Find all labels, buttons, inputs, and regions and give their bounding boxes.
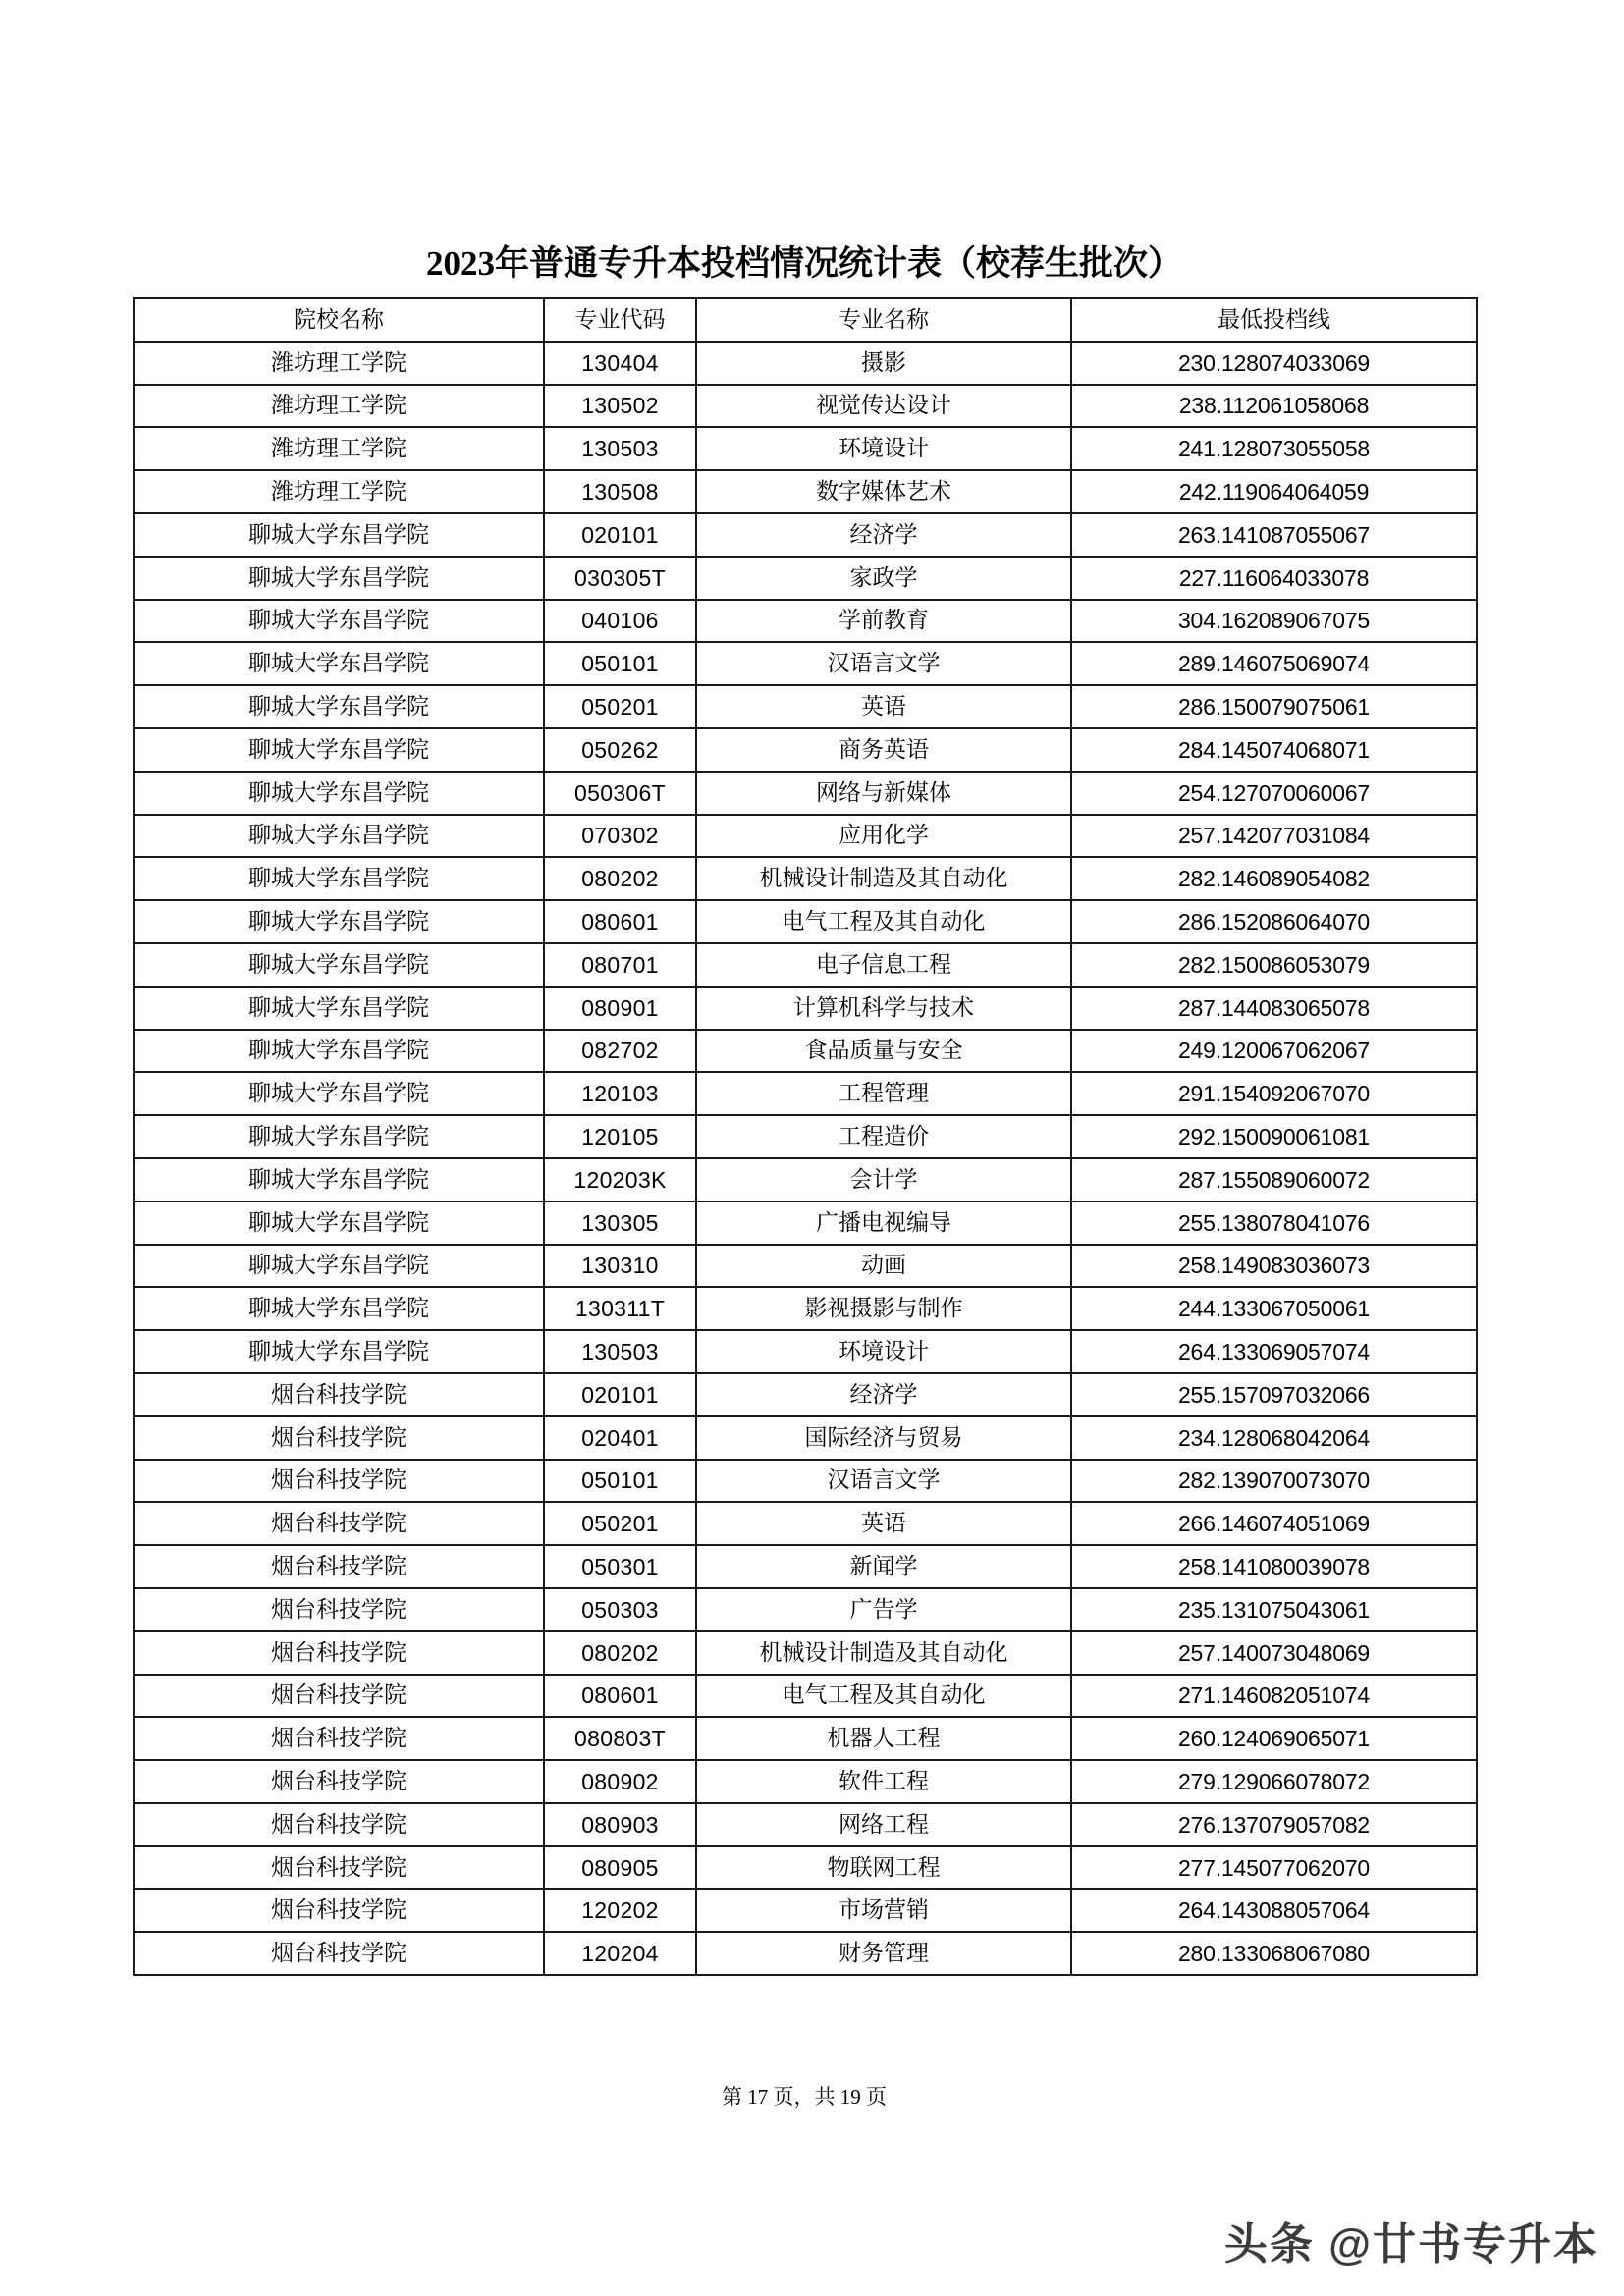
cell-major-code: 050306T: [544, 772, 696, 815]
table-row: [134, 600, 1477, 643]
table-row: [134, 1545, 1477, 1588]
cell-school: 聊城大学东昌学院: [134, 943, 544, 987]
cell-major-code: 130508: [544, 470, 696, 513]
cell-min-score: 279.129066078072: [1071, 1760, 1477, 1803]
cell-school: 潍坊理工学院: [134, 470, 544, 513]
cell-major-name: 商务英语: [696, 728, 1071, 772]
cell-min-score: 238.112061058068: [1071, 385, 1477, 428]
cell-major-code: 050101: [544, 1460, 696, 1503]
cell-major-code: 080202: [544, 857, 696, 900]
cell-school: 烟台科技学院: [134, 1588, 544, 1631]
cell-min-score: 257.142077031084: [1071, 815, 1477, 858]
cell-major-name: 摄影: [696, 342, 1071, 385]
cell-min-score: 292.150090061081: [1071, 1115, 1477, 1158]
cell-major-name: 网络工程: [696, 1803, 1071, 1846]
cell-major-code: 050303: [544, 1588, 696, 1631]
cell-major-code: 080902: [544, 1760, 696, 1803]
cell-major-name: 工程管理: [696, 1072, 1071, 1115]
cell-major-code: 130404: [544, 342, 696, 385]
table-row: [134, 1330, 1477, 1373]
cell-major-name: 工程造价: [696, 1115, 1071, 1158]
cell-min-score: 289.146075069074: [1071, 642, 1477, 685]
cell-major-name: 环境设计: [696, 1330, 1071, 1373]
table-row: [134, 900, 1477, 943]
table-row: [134, 385, 1477, 428]
table-row: [134, 1201, 1477, 1245]
column-header-school: 院校名称: [134, 298, 544, 342]
table-row: [134, 772, 1477, 815]
cell-school: 聊城大学东昌学院: [134, 1158, 544, 1201]
cell-major-name: 汉语言文学: [696, 1460, 1071, 1503]
cell-min-score: 235.131075043061: [1071, 1588, 1477, 1631]
table-row: [134, 943, 1477, 987]
cell-school: 烟台科技学院: [134, 1416, 544, 1460]
cell-major-name: 影视摄影与制作: [696, 1287, 1071, 1330]
cell-major-name: 应用化学: [696, 815, 1071, 858]
cell-min-score: 249.120067062067: [1071, 1030, 1477, 1073]
cell-major-code: 080903: [544, 1803, 696, 1846]
cell-major-code: 080905: [544, 1846, 696, 1890]
column-header-major-code: 专业代码: [544, 298, 696, 342]
cell-major-code: 080601: [544, 900, 696, 943]
cell-min-score: 255.138078041076: [1071, 1201, 1477, 1245]
cell-min-score: 286.150079075061: [1071, 685, 1477, 728]
cell-min-score: 264.143088057064: [1071, 1889, 1477, 1932]
cell-major-name: 环境设计: [696, 427, 1071, 470]
cell-major-code: 080901: [544, 987, 696, 1030]
cell-school: 聊城大学东昌学院: [134, 513, 544, 557]
cell-school: 聊城大学东昌学院: [134, 987, 544, 1030]
cell-major-name: 电子信息工程: [696, 943, 1071, 987]
cell-min-score: 291.154092067070: [1071, 1072, 1477, 1115]
cell-major-code: 120202: [544, 1889, 696, 1932]
cell-school: 烟台科技学院: [134, 1760, 544, 1803]
cell-school: 聊城大学东昌学院: [134, 1201, 544, 1245]
cell-school: 烟台科技学院: [134, 1502, 544, 1545]
cell-major-code: 050262: [544, 728, 696, 772]
cell-min-score: 255.157097032066: [1071, 1373, 1477, 1416]
cell-min-score: 284.145074068071: [1071, 728, 1477, 772]
column-header-major-name: 专业名称: [696, 298, 1071, 342]
cell-major-name: 汉语言文学: [696, 642, 1071, 685]
cell-major-name: 动画: [696, 1245, 1071, 1288]
table-row: [134, 1373, 1477, 1416]
cell-major-code: 130305: [544, 1201, 696, 1245]
table-row: [134, 1158, 1477, 1201]
cell-major-name: 经济学: [696, 513, 1071, 557]
cell-school: 聊城大学东昌学院: [134, 1245, 544, 1288]
cell-major-name: 广播电视编导: [696, 1201, 1071, 1245]
cell-major-name: 食品质量与安全: [696, 1030, 1071, 1073]
cell-major-code: 040106: [544, 600, 696, 643]
cell-major-code: 130502: [544, 385, 696, 428]
cell-major-code: 130310: [544, 1245, 696, 1288]
table-row: [134, 685, 1477, 728]
cell-major-code: 050301: [544, 1545, 696, 1588]
cell-major-code: 080701: [544, 943, 696, 987]
cell-school: 烟台科技学院: [134, 1803, 544, 1846]
cell-min-score: 276.137079057082: [1071, 1803, 1477, 1846]
table-header-row: [134, 298, 1477, 342]
cell-major-name: 数字媒体艺术: [696, 470, 1071, 513]
cell-major-code: 120204: [544, 1932, 696, 1975]
table-body: [134, 342, 1477, 1975]
cell-major-code: 130503: [544, 427, 696, 470]
table-row: [134, 1460, 1477, 1503]
cell-school: 聊城大学东昌学院: [134, 900, 544, 943]
cell-school: 烟台科技学院: [134, 1460, 544, 1503]
cell-major-code: 120103: [544, 1072, 696, 1115]
table-row: [134, 513, 1477, 557]
cell-school: 聊城大学东昌学院: [134, 772, 544, 815]
cell-school: 聊城大学东昌学院: [134, 600, 544, 643]
cell-school: 聊城大学东昌学院: [134, 685, 544, 728]
cell-min-score: 287.144083065078: [1071, 987, 1477, 1030]
table-row: [134, 728, 1477, 772]
cell-school: 烟台科技学院: [134, 1675, 544, 1718]
cell-school: 潍坊理工学院: [134, 342, 544, 385]
cell-major-name: 财务管理: [696, 1932, 1071, 1975]
cell-min-score: 271.146082051074: [1071, 1675, 1477, 1718]
table-row: [134, 1502, 1477, 1545]
table-row: [134, 1631, 1477, 1675]
table-row: [134, 815, 1477, 858]
table-row: [134, 1245, 1477, 1288]
table-row: [134, 1416, 1477, 1460]
admission-score-table: [133, 297, 1478, 1976]
cell-min-score: 287.155089060072: [1071, 1158, 1477, 1201]
cell-min-score: 286.152086064070: [1071, 900, 1477, 943]
cell-min-score: 263.141087055067: [1071, 513, 1477, 557]
cell-major-name: 网络与新媒体: [696, 772, 1071, 815]
cell-major-code: 020101: [544, 513, 696, 557]
cell-min-score: 264.133069057074: [1071, 1330, 1477, 1373]
cell-major-name: 广告学: [696, 1588, 1071, 1631]
cell-min-score: 282.146089054082: [1071, 857, 1477, 900]
cell-major-code: 120105: [544, 1115, 696, 1158]
cell-min-score: 258.141080039078: [1071, 1545, 1477, 1588]
cell-school: 聊城大学东昌学院: [134, 1287, 544, 1330]
cell-min-score: 277.145077062070: [1071, 1846, 1477, 1890]
cell-major-name: 机械设计制造及其自动化: [696, 857, 1071, 900]
cell-major-name: 电气工程及其自动化: [696, 1675, 1071, 1718]
cell-major-name: 视觉传达设计: [696, 385, 1071, 428]
cell-school: 烟台科技学院: [134, 1373, 544, 1416]
cell-min-score: 257.140073048069: [1071, 1631, 1477, 1675]
cell-school: 聊城大学东昌学院: [134, 1330, 544, 1373]
table-header: [134, 298, 1477, 342]
table-row: [134, 557, 1477, 600]
cell-major-name: 计算机科学与技术: [696, 987, 1071, 1030]
table-row: [134, 1588, 1477, 1631]
cell-major-name: 新闻学: [696, 1545, 1071, 1588]
table-row: [134, 1287, 1477, 1330]
cell-major-name: 家政学: [696, 557, 1071, 600]
cell-major-name: 机器人工程: [696, 1717, 1071, 1760]
cell-school: 聊城大学东昌学院: [134, 1072, 544, 1115]
cell-min-score: 230.128074033069: [1071, 342, 1477, 385]
cell-min-score: 304.162089067075: [1071, 600, 1477, 643]
table-row: [134, 1675, 1477, 1718]
cell-min-score: 244.133067050061: [1071, 1287, 1477, 1330]
cell-major-code: 070302: [544, 815, 696, 858]
cell-min-score: 282.139070073070: [1071, 1460, 1477, 1503]
cell-major-code: 130503: [544, 1330, 696, 1373]
table-row: [134, 642, 1477, 685]
table-row: [134, 1030, 1477, 1073]
cell-school: 聊城大学东昌学院: [134, 1030, 544, 1073]
cell-major-code: 020401: [544, 1416, 696, 1460]
cell-major-name: 软件工程: [696, 1760, 1071, 1803]
cell-school: 聊城大学东昌学院: [134, 857, 544, 900]
cell-min-score: 254.127070060067: [1071, 772, 1477, 815]
cell-major-name: 会计学: [696, 1158, 1071, 1201]
table-row: [134, 342, 1477, 385]
cell-major-name: 学前教育: [696, 600, 1071, 643]
cell-major-code: 080202: [544, 1631, 696, 1675]
cell-min-score: 227.116064033078: [1071, 557, 1477, 600]
page-title: 2023年普通专升本投档情况统计表（校荐生批次）: [425, 244, 1182, 283]
table-row: [134, 1932, 1477, 1975]
cell-min-score: 282.150086053079: [1071, 943, 1477, 987]
cell-min-score: 242.119064064059: [1071, 470, 1477, 513]
table-row: [134, 1072, 1477, 1115]
table-row: [134, 427, 1477, 470]
cell-major-name: 机械设计制造及其自动化: [696, 1631, 1071, 1675]
cell-major-code: 080803T: [544, 1717, 696, 1760]
cell-min-score: 234.128068042064: [1071, 1416, 1477, 1460]
cell-major-code: 050201: [544, 1502, 696, 1545]
table-row: [134, 470, 1477, 513]
cell-school: 烟台科技学院: [134, 1545, 544, 1588]
table-row: [134, 1115, 1477, 1158]
cell-major-name: 物联网工程: [696, 1846, 1071, 1890]
cell-school: 烟台科技学院: [134, 1932, 544, 1975]
cell-school: 烟台科技学院: [134, 1717, 544, 1760]
cell-major-code: 050201: [544, 685, 696, 728]
cell-school: 聊城大学东昌学院: [134, 557, 544, 600]
cell-min-score: 280.133068067080: [1071, 1932, 1477, 1975]
page-number-footer: 第 17 页，共 19 页: [722, 2085, 887, 2109]
cell-school: 聊城大学东昌学院: [134, 728, 544, 772]
cell-major-name: 国际经济与贸易: [696, 1416, 1071, 1460]
cell-major-code: 120203K: [544, 1158, 696, 1201]
cell-major-code: 030305T: [544, 557, 696, 600]
cell-major-code: 082702: [544, 1030, 696, 1073]
cell-school: 烟台科技学院: [134, 1889, 544, 1932]
table-row: [134, 1846, 1477, 1890]
cell-major-name: 经济学: [696, 1373, 1071, 1416]
cell-major-name: 市场营销: [696, 1889, 1071, 1932]
table-row: [134, 1803, 1477, 1846]
cell-min-score: 260.124069065071: [1071, 1717, 1477, 1760]
cell-school: 潍坊理工学院: [134, 385, 544, 428]
cell-major-name: 英语: [696, 685, 1071, 728]
table-row: [134, 1760, 1477, 1803]
column-header-min-score: 最低投档线: [1071, 298, 1477, 342]
cell-school: 烟台科技学院: [134, 1846, 544, 1890]
table-row: [134, 987, 1477, 1030]
cell-major-name: 电气工程及其自动化: [696, 900, 1071, 943]
cell-major-code: 130311T: [544, 1287, 696, 1330]
cell-school: 聊城大学东昌学院: [134, 815, 544, 858]
cell-school: 潍坊理工学院: [134, 427, 544, 470]
cell-major-code: 020101: [544, 1373, 696, 1416]
table-row: [134, 857, 1477, 900]
cell-school: 聊城大学东昌学院: [134, 642, 544, 685]
cell-school: 聊城大学东昌学院: [134, 1115, 544, 1158]
table-row: [134, 1717, 1477, 1760]
cell-min-score: 241.128073055058: [1071, 427, 1477, 470]
watermark-logo: 头条 @廿书专升本: [1223, 2220, 1598, 2269]
cell-major-code: 050101: [544, 642, 696, 685]
table-row: [134, 1889, 1477, 1932]
cell-major-code: 080601: [544, 1675, 696, 1718]
cell-min-score: 266.146074051069: [1071, 1502, 1477, 1545]
cell-major-name: 英语: [696, 1502, 1071, 1545]
cell-min-score: 258.149083036073: [1071, 1245, 1477, 1288]
cell-school: 烟台科技学院: [134, 1631, 544, 1675]
